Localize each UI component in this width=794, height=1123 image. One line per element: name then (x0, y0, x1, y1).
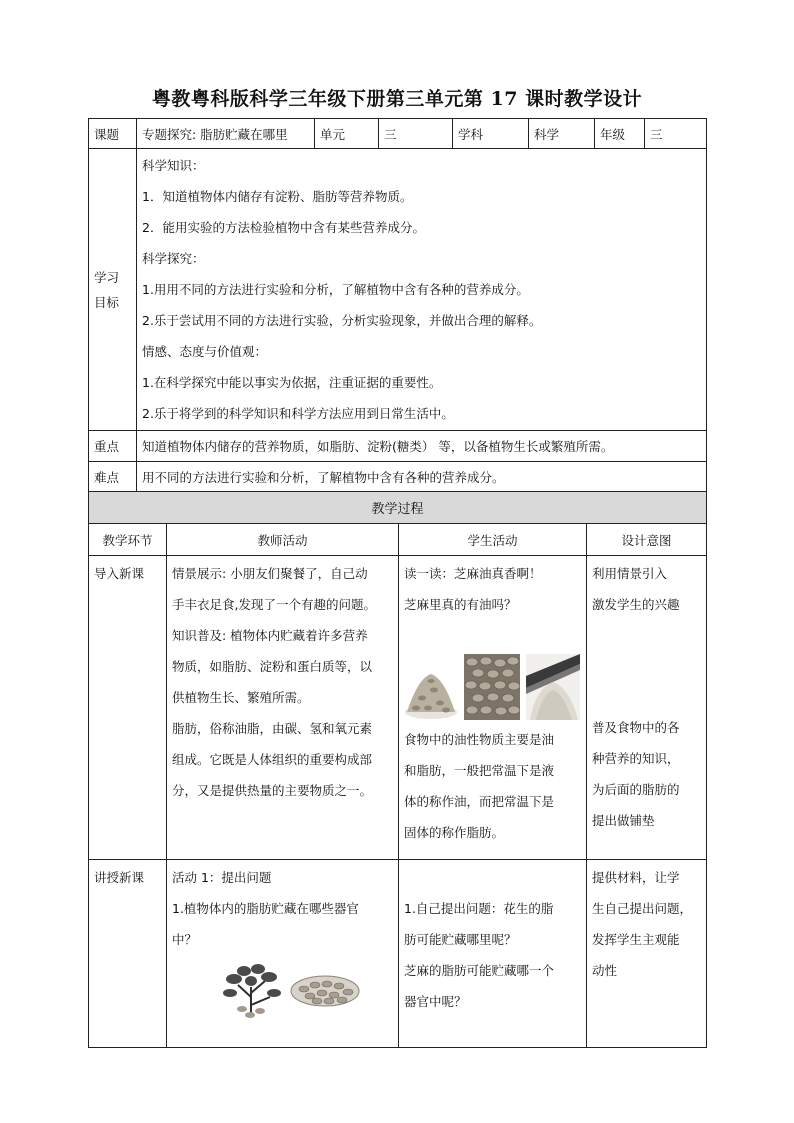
unit-value: 三 (379, 119, 453, 149)
col-header-student: 学生活动 (399, 524, 587, 556)
goals-line: 1.在科学探究中能以事实为依据，注重证据的重要性。 (142, 375, 442, 390)
peanut-pile-image (404, 668, 458, 720)
subject-value: 科学 (529, 119, 595, 149)
teacher-line: 情景展示: 小朋友们聚餐了，自己动 (172, 566, 368, 581)
intent-line: 激发学生的兴趣 (592, 597, 680, 612)
goals-line: 2．能用实验的方法检验植物中含有某些营养成分。 (142, 220, 425, 235)
student-line: 肪可能贮藏哪里呢？ (404, 932, 517, 947)
student-line: 读一读：芝麻油真香啊！ (404, 566, 542, 581)
intent-line: 发挥学生主观能 (592, 932, 680, 947)
teacher-line: 分，又是提供热量的主要物质之一。 (172, 783, 373, 798)
stage-intro: 导入新课 (89, 556, 167, 860)
grade-value: 三 (645, 119, 707, 149)
sesame-powder-image (526, 654, 580, 720)
intent-line: 提供材料，让学 (592, 870, 680, 885)
difficulty-label: 难点 (89, 462, 137, 493)
teacher-line: 手丰衣足食,发现了一个有趣的问题。 (172, 597, 376, 612)
student-line: 芝麻里真的有油吗？ (404, 597, 517, 612)
student-activity-intro (399, 556, 587, 860)
teacher-line: 活动 1：提出问题 (172, 870, 272, 885)
subject-label: 学科 (453, 119, 529, 149)
student-line: 器官中呢？ (404, 994, 467, 1009)
peanut-seeds-plate-image (290, 973, 360, 1007)
teaching-process-table (88, 491, 707, 1048)
goals-label-line1: 学习 (94, 269, 120, 285)
intent-line: 动性 (592, 963, 618, 978)
goals-line: 2.乐于尝试用不同的方法进行实验，分析实验现象，并做出合理的解释。 (142, 313, 542, 328)
student-line: 和脂肪，一般把常温下是液 (404, 763, 555, 778)
intent-line: 生自己提出问题， (592, 901, 693, 916)
beans-closeup-image (464, 654, 520, 720)
process-banner: 教学过程 (89, 492, 707, 524)
teacher-line: 中？ (172, 932, 198, 947)
teacher-line: 组成。它既是人体组织的重要构成部 (172, 752, 373, 767)
food-photos (404, 654, 581, 720)
design-intent-intro (587, 556, 707, 860)
goals-line: 情感、态度与价值观： (142, 344, 268, 359)
teacher-line: 知识普及: 植物体内贮藏着许多营养 (172, 628, 368, 643)
goals-line: 科学探究： (142, 251, 205, 266)
intent-line: 种营养的知识， (592, 751, 680, 766)
intent-line: 普及食物中的各 (592, 720, 680, 735)
unit-label: 单元 (315, 119, 379, 149)
student-line: 体的称作油，而把常温下是 (404, 794, 555, 809)
goals-line: 2.乐于将学到的科学知识和科学方法应用到日常生活中。 (142, 406, 454, 421)
document-title: 粤教粤科版科学三年级下册第三单元第 17 课时教学设计 (151, 88, 643, 110)
student-line: 芝麻的脂肪可能贮藏哪一个 (404, 963, 555, 978)
goals-label-line2: 目标 (94, 294, 120, 310)
teacher-line: 1.植物体内的脂肪贮藏在哪些器官 (172, 901, 359, 916)
student-line: 1.自己提出问题：花生的脂 (404, 901, 554, 916)
col-header-intent: 设计意图 (587, 524, 707, 556)
design-intent-new-lesson (587, 860, 707, 1048)
student-line: 食物中的油性物质主要是油 (404, 732, 555, 747)
goals-line: 1.用用不同的方法进行实验和分析，了解植物中含有各种的营养成分。 (142, 282, 529, 297)
col-header-teacher: 教师活动 (167, 524, 399, 556)
grade-label: 年级 (595, 119, 645, 149)
key-point-label: 重点 (89, 431, 137, 462)
goals-line: 科学知识： (142, 158, 205, 173)
student-line: 固体的称作脂肪。 (404, 825, 505, 840)
teacher-activity-intro (167, 556, 399, 860)
intent-line: 利用情景引入 (592, 566, 668, 581)
difficulty-text: 用不同的方法进行实验和分析，了解植物中含有各种的营养成分。 (137, 462, 707, 493)
intent-line: 提出做铺垫 (592, 813, 655, 828)
student-activity-new-lesson (399, 860, 587, 1048)
intent-line: 为后面的脂肪的 (592, 782, 680, 797)
col-header-stage: 教学环节 (89, 524, 167, 556)
goals-label (89, 149, 137, 431)
goals-content (137, 149, 707, 431)
goals-line: 1．知道植物体内储存有淀粉、脂肪等营养物质。 (142, 189, 413, 204)
teacher-line: 脂肪，俗称油脂，由碳、氢和氧元素 (172, 721, 373, 736)
teacher-line: 供植物生长、繁殖所需。 (172, 690, 310, 705)
peanut-photos (220, 961, 393, 1019)
teacher-line: 物质，如脂肪、淀粉和蛋白质等，以 (172, 659, 373, 674)
topic-value: 专题探究: 脂肪贮藏在哪里 (137, 119, 315, 149)
topic-label: 课题 (89, 119, 137, 149)
stage-new-lesson: 讲授新课 (89, 860, 167, 1048)
key-point-text: 知道植物体内储存的营养物质，如脂肪、淀粉(糖类） 等，以备植物生长或繁殖所需。 (137, 431, 707, 462)
teacher-activity-new-lesson (167, 860, 399, 1048)
peanut-plant-image (220, 961, 282, 1019)
lesson-info-table (88, 118, 707, 493)
